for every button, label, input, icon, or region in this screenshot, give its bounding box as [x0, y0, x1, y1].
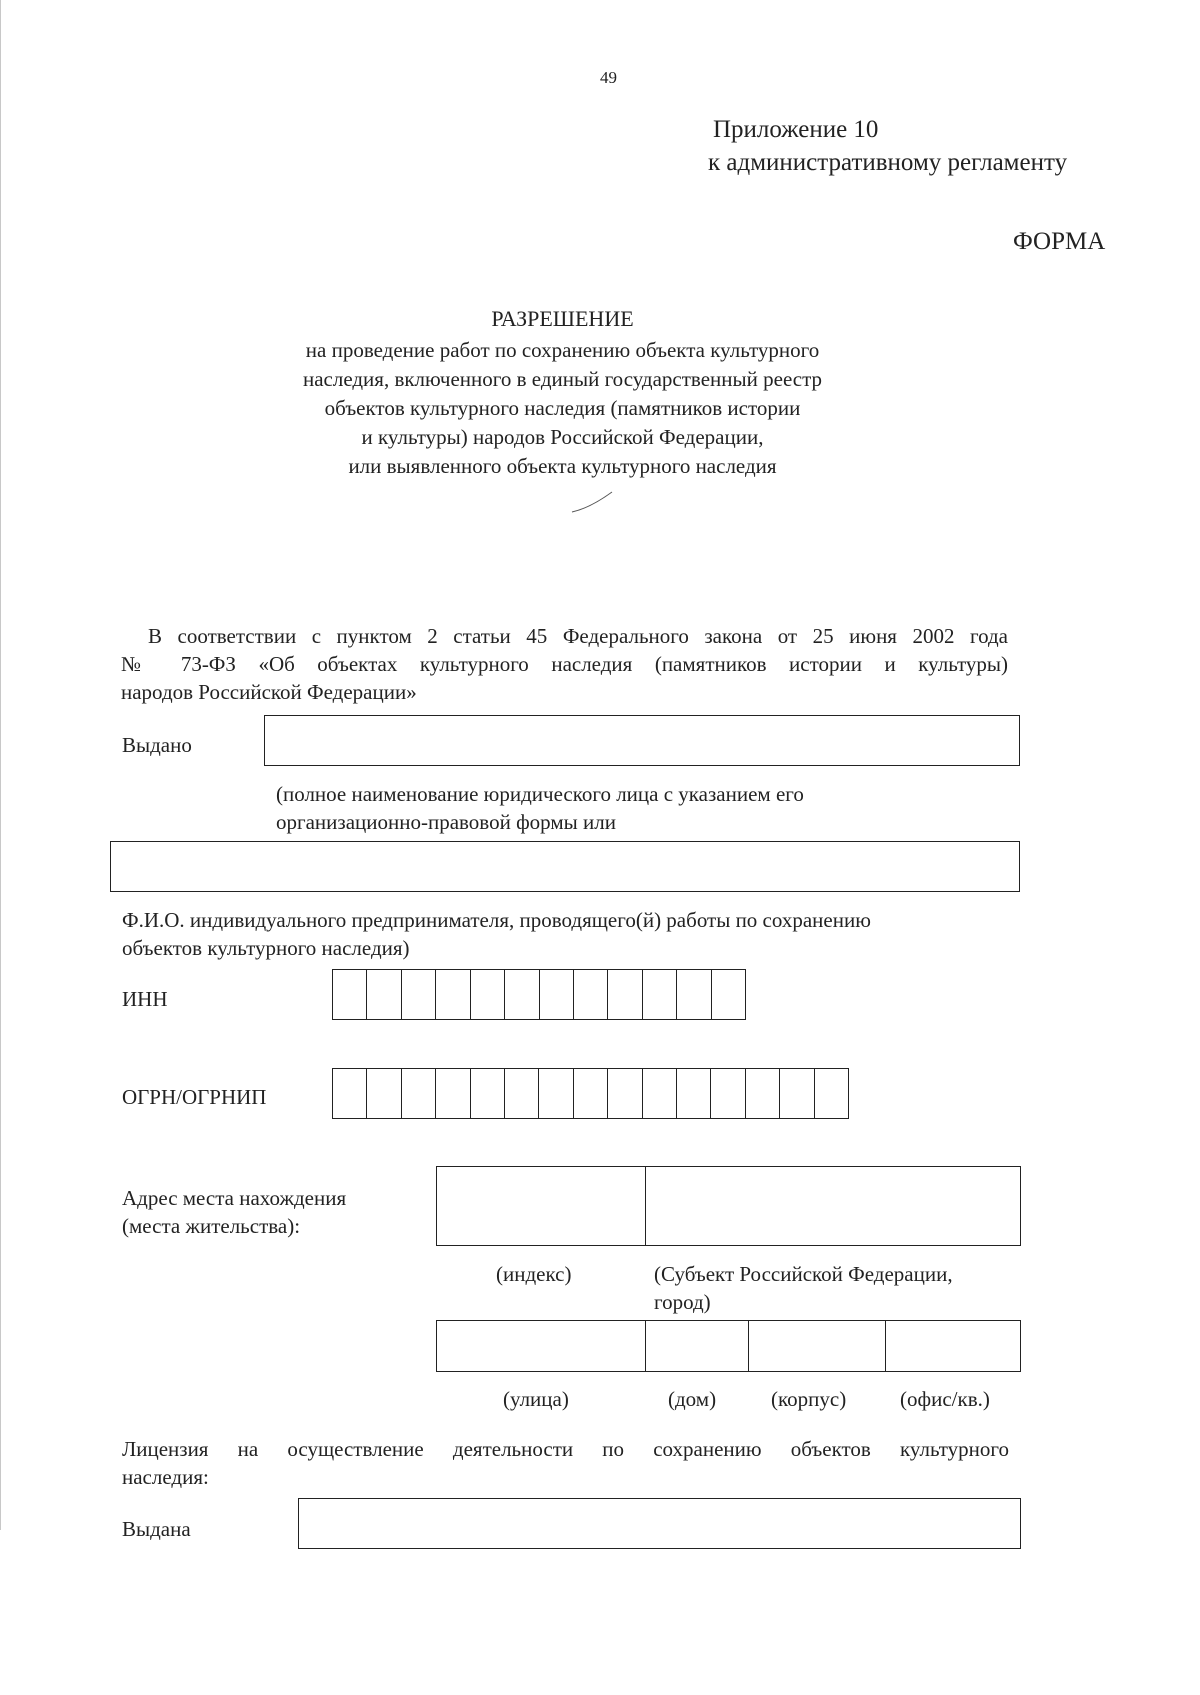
- digit-cell[interactable]: [504, 1069, 538, 1118]
- issued-to-label: Выдано: [122, 733, 192, 757]
- title-line: наследия, включенного в единый государственный реестр: [302, 367, 823, 391]
- digit-cell[interactable]: [711, 970, 745, 1019]
- title-line: объектов культурного наследия (памятников истории: [324, 396, 801, 420]
- digit-cell[interactable]: [366, 1069, 400, 1118]
- digit-cell[interactable]: [435, 1069, 469, 1118]
- digit-cell[interactable]: [539, 970, 573, 1019]
- house-caption: (дом): [668, 1387, 717, 1411]
- address-row-2: [436, 1320, 1021, 1372]
- office-field[interactable]: [885, 1321, 1020, 1371]
- digit-cell[interactable]: [607, 970, 641, 1019]
- digit-cell[interactable]: [333, 1069, 366, 1118]
- digit-cell[interactable]: [366, 970, 400, 1019]
- digit-cell[interactable]: [814, 1069, 848, 1118]
- digit-cell[interactable]: [607, 1069, 641, 1118]
- title-line: и культуры) народов Российской Федерации,: [361, 425, 764, 449]
- house-field[interactable]: [645, 1321, 748, 1371]
- office-caption: (офис/кв.): [900, 1387, 990, 1411]
- license-issued-field[interactable]: [298, 1498, 1021, 1549]
- street-field[interactable]: [437, 1321, 645, 1371]
- digit-cell[interactable]: [333, 970, 366, 1019]
- building-field[interactable]: [748, 1321, 885, 1371]
- page-number: 49: [600, 68, 617, 87]
- digit-cell[interactable]: [435, 970, 469, 1019]
- document-heading: РАЗРЕШЕНИЕ: [491, 306, 634, 331]
- digit-cell[interactable]: [573, 1069, 607, 1118]
- digit-cell[interactable]: [504, 970, 538, 1019]
- address-label: Адрес места нахождения: [122, 1186, 347, 1210]
- title-line: на проведение работ по сохранению объекта культурного: [305, 338, 820, 362]
- individual-name-note: объектов культурного наследия): [122, 936, 410, 960]
- address-label: (места жительства):: [122, 1214, 301, 1238]
- issued-to-note: организационно-правовой формы или: [276, 810, 616, 834]
- digit-cell[interactable]: [779, 1069, 813, 1118]
- digit-cell[interactable]: [676, 1069, 710, 1118]
- ogrn-field[interactable]: [332, 1068, 849, 1119]
- individual-name-field[interactable]: [110, 841, 1020, 892]
- digit-cell[interactable]: [676, 970, 710, 1019]
- document-title: [215, 336, 910, 481]
- digit-cell[interactable]: [710, 1069, 744, 1118]
- digit-cell[interactable]: [401, 1069, 435, 1118]
- digit-cell[interactable]: [470, 1069, 504, 1118]
- pen-mark: [570, 490, 615, 515]
- digit-cell[interactable]: [401, 970, 435, 1019]
- license-label: Лицензия на осуществление деятельности по сохранению объектов культурного: [122, 1437, 1009, 1461]
- digit-cell[interactable]: [538, 1069, 572, 1118]
- building-caption: (корпус): [771, 1387, 847, 1411]
- license-label: наследия:: [122, 1465, 209, 1489]
- index-caption: (индекс): [496, 1262, 572, 1286]
- region-caption: (Субъект Российской Федерации,: [654, 1262, 953, 1286]
- digit-cell[interactable]: [642, 970, 676, 1019]
- issued-to-field[interactable]: [264, 715, 1020, 766]
- digit-cell[interactable]: [573, 970, 607, 1019]
- street-caption: (улица): [503, 1387, 569, 1411]
- ogrn-label: ОГРН/ОГРНИП: [122, 1085, 267, 1109]
- issued-to-note: (полное наименование юридического лица с указанием его: [276, 782, 804, 806]
- appendix-number: Приложение 10: [713, 116, 879, 143]
- individual-name-note: Ф.И.О. индивидуального предпринимателя, проводящего(й) работы по сохранению: [122, 908, 871, 932]
- digit-cell[interactable]: [745, 1069, 779, 1118]
- form-label: ФОРМА: [1013, 228, 1106, 255]
- scan-edge: [0, 0, 4, 1530]
- preamble-line: В соответствии с пунктом 2 статьи 45 Федерального закона от 25 июня 2002 года: [148, 624, 1008, 648]
- region-caption: город): [654, 1290, 711, 1314]
- digit-cell[interactable]: [642, 1069, 676, 1118]
- preamble-line: № 73-ФЗ «Об объектах культурного наследия (памятников истории и культуры): [121, 652, 1008, 676]
- license-issued-label: Выдана: [122, 1517, 191, 1541]
- inn-label: ИНН: [122, 987, 168, 1011]
- address-row-1: [436, 1166, 1021, 1246]
- index-field[interactable]: [437, 1167, 645, 1245]
- appendix-regulation: к административному регламенту: [708, 149, 1068, 176]
- inn-field[interactable]: [332, 969, 746, 1020]
- preamble-line: народов Российской Федерации»: [121, 680, 417, 704]
- digit-cell[interactable]: [470, 970, 504, 1019]
- region-city-field[interactable]: [645, 1167, 1020, 1245]
- title-line: или выявленного объекта культурного наследия: [348, 454, 777, 478]
